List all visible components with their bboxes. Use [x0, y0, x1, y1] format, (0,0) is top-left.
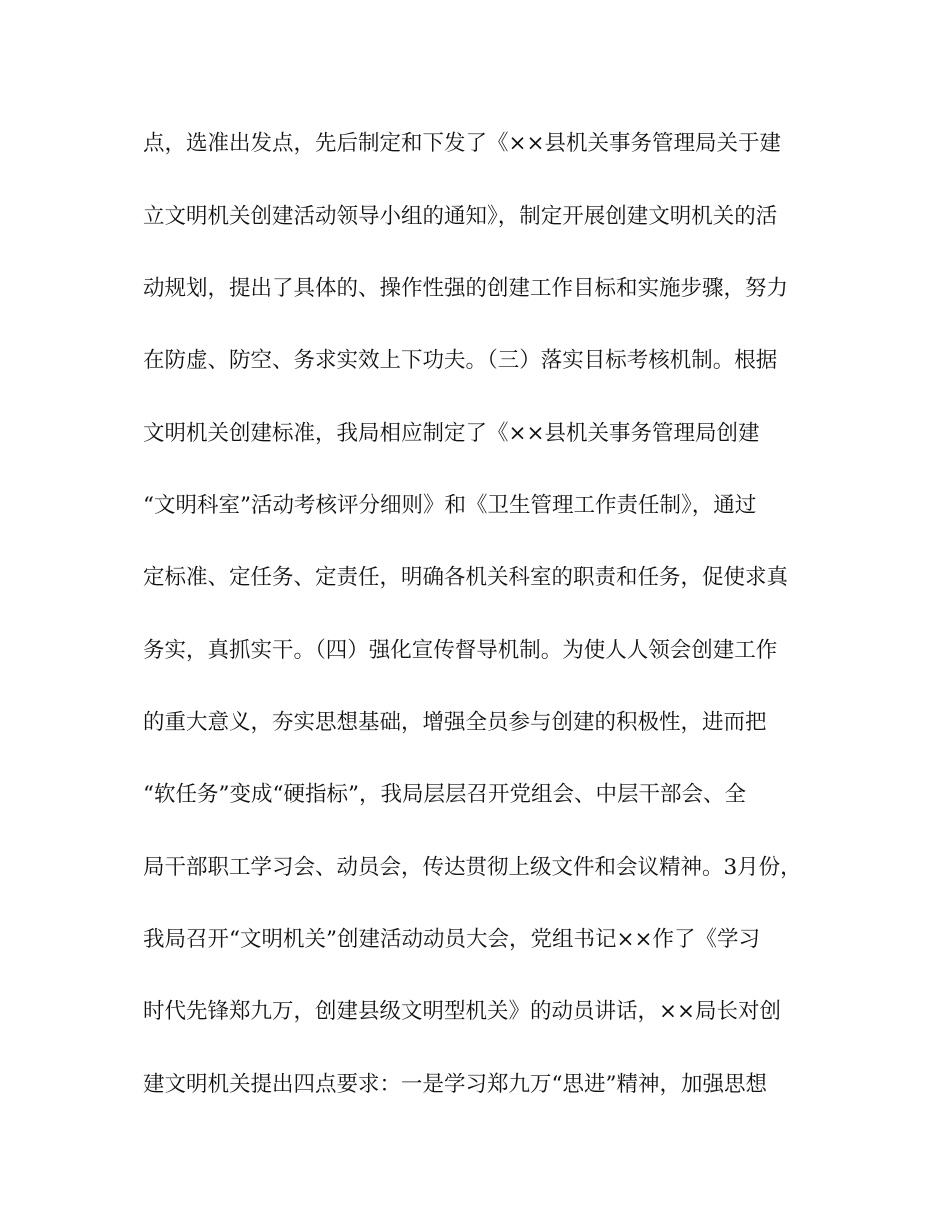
text-line: 动规划，提出了具体的、操作性强的创建工作目标和实施步骤，努力	[143, 276, 789, 301]
text-line: 文明机关创建标准，我局相应制定了《××县机关事务管理局创建	[143, 421, 760, 446]
text-line: 局干部职工学习会、动员会，传达贯彻上级文件和会议精神。3月份，	[143, 855, 802, 880]
text-line: 务实，真抓实干。（四）强化宣传督导机制。为使人人领会创建工作	[143, 638, 778, 663]
text-line: 定标准、定任务、定责任，明确各机关科室的职责和任务，促使求真	[143, 565, 789, 590]
text-line: 在防虚、防空、务求实效上下功夫。（三）落实目标考核机制。根据	[143, 348, 778, 373]
text-line: “软任务”变成“硬指标”，我局层层召开党组会、中层干部会、全	[143, 782, 746, 807]
text-line: 立文明机关创建活动领导小组的通知》，制定开展创建文明机关的活	[143, 204, 778, 229]
text-line: 点，选准出发点，先后制定和下发了《××县机关事务管理局关于建	[143, 131, 782, 156]
text-line: 时代先锋郑九万，创建县级文明型机关》的动员讲话，××局长对创	[143, 999, 782, 1024]
text-line: 我局召开“文明机关”创建活动动员大会，党组书记××作了《学习	[143, 927, 761, 952]
text-line: 建文明机关提出四点要求：一是学习郑九万“思进”精神，加强思想	[143, 1072, 767, 1097]
text-line: “文明科室”活动考核评分细则》和《卫生管理工作责任制》，通过	[143, 493, 757, 518]
text-line: 的重大意义，夯实思想基础，增强全员参与创建的积极性，进而把	[143, 710, 767, 735]
